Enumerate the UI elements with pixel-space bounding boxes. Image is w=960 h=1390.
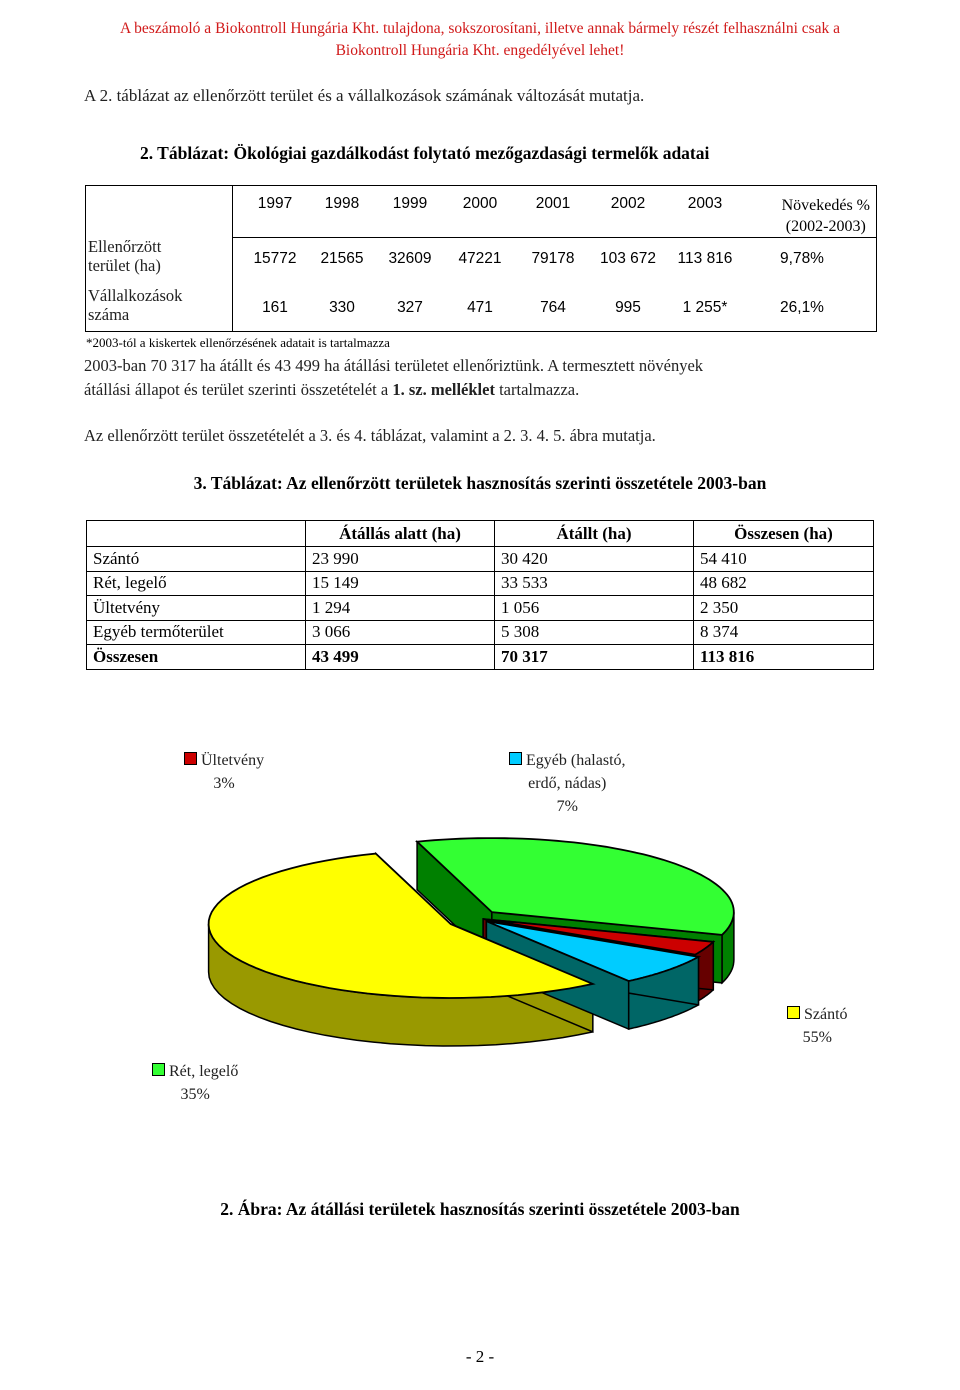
table3-cell: 43 499 xyxy=(306,645,495,670)
table3-cell: Ültetvény xyxy=(87,596,306,621)
table3-cell: Szántó xyxy=(87,547,306,572)
table2-cell: 113 816 xyxy=(677,250,733,267)
table3-cell: 48 682 xyxy=(694,571,874,596)
table2-year: 2001 xyxy=(535,195,571,212)
table2-cell: 764 xyxy=(540,299,566,316)
paragraph-2: Az ellenőrzött terület összetételét a 3. és 4. táblázat, valamint a 2. 3. 4. 5. ábra mutatja. xyxy=(84,426,656,445)
table2-year: 2000 xyxy=(462,195,498,212)
table2-year: 2002 xyxy=(610,195,646,212)
growth-header-line-2: (2002-2003) xyxy=(785,218,866,235)
table2-year: 1998 xyxy=(324,195,360,212)
table2-cell: 47221 xyxy=(458,250,502,267)
legend-percent: 55% xyxy=(802,1029,832,1046)
table2-cell: 330 xyxy=(329,299,355,316)
table3-cell: 3 066 xyxy=(306,620,495,645)
legend-percent: 7% xyxy=(556,798,578,815)
table2-year: 1999 xyxy=(392,195,428,212)
row-label-line-1: Vállalkozások xyxy=(88,286,183,305)
legend-percent: 35% xyxy=(180,1086,210,1103)
table2-cell: 471 xyxy=(467,299,493,316)
table2-year: 1997 xyxy=(257,195,293,212)
legend-swatch xyxy=(787,1006,800,1019)
intro-sentence: A 2. táblázat az ellenőrzött terület és a vállalkozások számának változását mutatja. xyxy=(84,86,645,105)
table3-header-cell: Átállt (ha) xyxy=(495,521,694,547)
table2-cell: 995 xyxy=(615,299,641,316)
legend-name-line-2: erdő, nádas) xyxy=(528,775,607,792)
row-label-line-2: terület (ha) xyxy=(88,256,161,275)
table2-cell: 103 672 xyxy=(599,250,657,267)
legend-name: Szántó xyxy=(804,1006,848,1023)
growth-header-line-1: Növekedés % xyxy=(781,197,870,214)
legend-label-ultetveny xyxy=(184,749,264,795)
table3-header-cell: Összesen (ha) xyxy=(694,521,874,547)
table2-cell: 21565 xyxy=(320,250,364,267)
table3-cell: Rét, legelő xyxy=(87,571,306,596)
table3-cell: 23 990 xyxy=(306,547,495,572)
legend-label-egyeb xyxy=(509,749,626,818)
table3-header-cell: Átállás alatt (ha) xyxy=(306,521,495,547)
page-number: - 2 - xyxy=(465,1347,495,1366)
table3-cell: 33 533 xyxy=(495,571,694,596)
table3-cell: Összesen xyxy=(87,645,306,670)
table2-cell: 79178 xyxy=(531,250,575,267)
header-line-1: A beszámoló a Biokontroll Hungária Kht. tulajdona, sokszorosítani, illetve annak bármely részét felhasználni csak a xyxy=(119,20,841,37)
table2-cell: 32609 xyxy=(388,250,432,267)
table3-cell: 70 317 xyxy=(495,645,694,670)
legend-name: Rét, legelő xyxy=(169,1063,239,1080)
paragraph-1-line-1: 2003-ban 70 317 ha átállt és 43 499 ha átállási területet ellenőriztünk. A termesztett növények xyxy=(84,356,704,375)
row-label-line-2: száma xyxy=(88,305,130,324)
text-span: tartalmazza. xyxy=(494,380,580,399)
table2-cell: 1 255* xyxy=(682,299,728,316)
table2-cell: 161 xyxy=(262,299,288,316)
table2-year: 2003 xyxy=(687,195,723,212)
table3-title: 3. Táblázat: Az ellenőrzött területek hasznosítás szerinti összetétele 2003-ban xyxy=(193,473,767,493)
table3-cell: 1 056 xyxy=(495,596,694,621)
table3-cell: 1 294 xyxy=(306,596,495,621)
table2-growth-cell: 9,78% xyxy=(780,250,824,267)
legend-swatch xyxy=(509,752,522,765)
legend-label-ret xyxy=(152,1060,238,1106)
legend-percent: 3% xyxy=(213,775,235,792)
table2-footnote: *2003-tól a kiskertek ellenőrzésének adatait is tartalmazza xyxy=(86,335,390,350)
figure-caption: 2. Ábra: Az átállási területek hasznosítás szerinti összetétele 2003-ban xyxy=(220,1199,740,1219)
table3-cell: 15 149 xyxy=(306,571,495,596)
table3-cell: 113 816 xyxy=(694,645,874,670)
legend-swatch xyxy=(184,752,197,765)
table3-cell: Egyéb termőterület xyxy=(87,620,306,645)
table3-cell: 2 350 xyxy=(694,596,874,621)
legend-swatch xyxy=(152,1063,165,1076)
annex-reference: 1. sz. melléklet xyxy=(392,380,495,399)
table3-cell: 54 410 xyxy=(694,547,874,572)
table2-growth-cell: 26,1% xyxy=(780,299,824,316)
text-span: átállási állapot és terület szerinti összetételét a xyxy=(84,380,393,399)
table3-cell: 5 308 xyxy=(495,620,694,645)
row-label-line-1: Ellenőrzött xyxy=(88,237,162,256)
legend-name: Egyéb (halastó, xyxy=(526,752,626,769)
table2-cell: 15772 xyxy=(253,250,297,267)
table2-title: 2. Táblázat: Ökológiai gazdálkodást folytató mezőgazdasági termelők adatai xyxy=(140,143,710,163)
table2-cell: 327 xyxy=(397,299,423,316)
legend-label-szanto xyxy=(787,1003,848,1049)
header-line-2: Biokontroll Hungária Kht. engedélyével lehet! xyxy=(335,42,625,59)
table3-cell: 8 374 xyxy=(694,620,874,645)
table3-cell: 30 420 xyxy=(495,547,694,572)
legend-name: Ültetvény xyxy=(201,752,265,769)
